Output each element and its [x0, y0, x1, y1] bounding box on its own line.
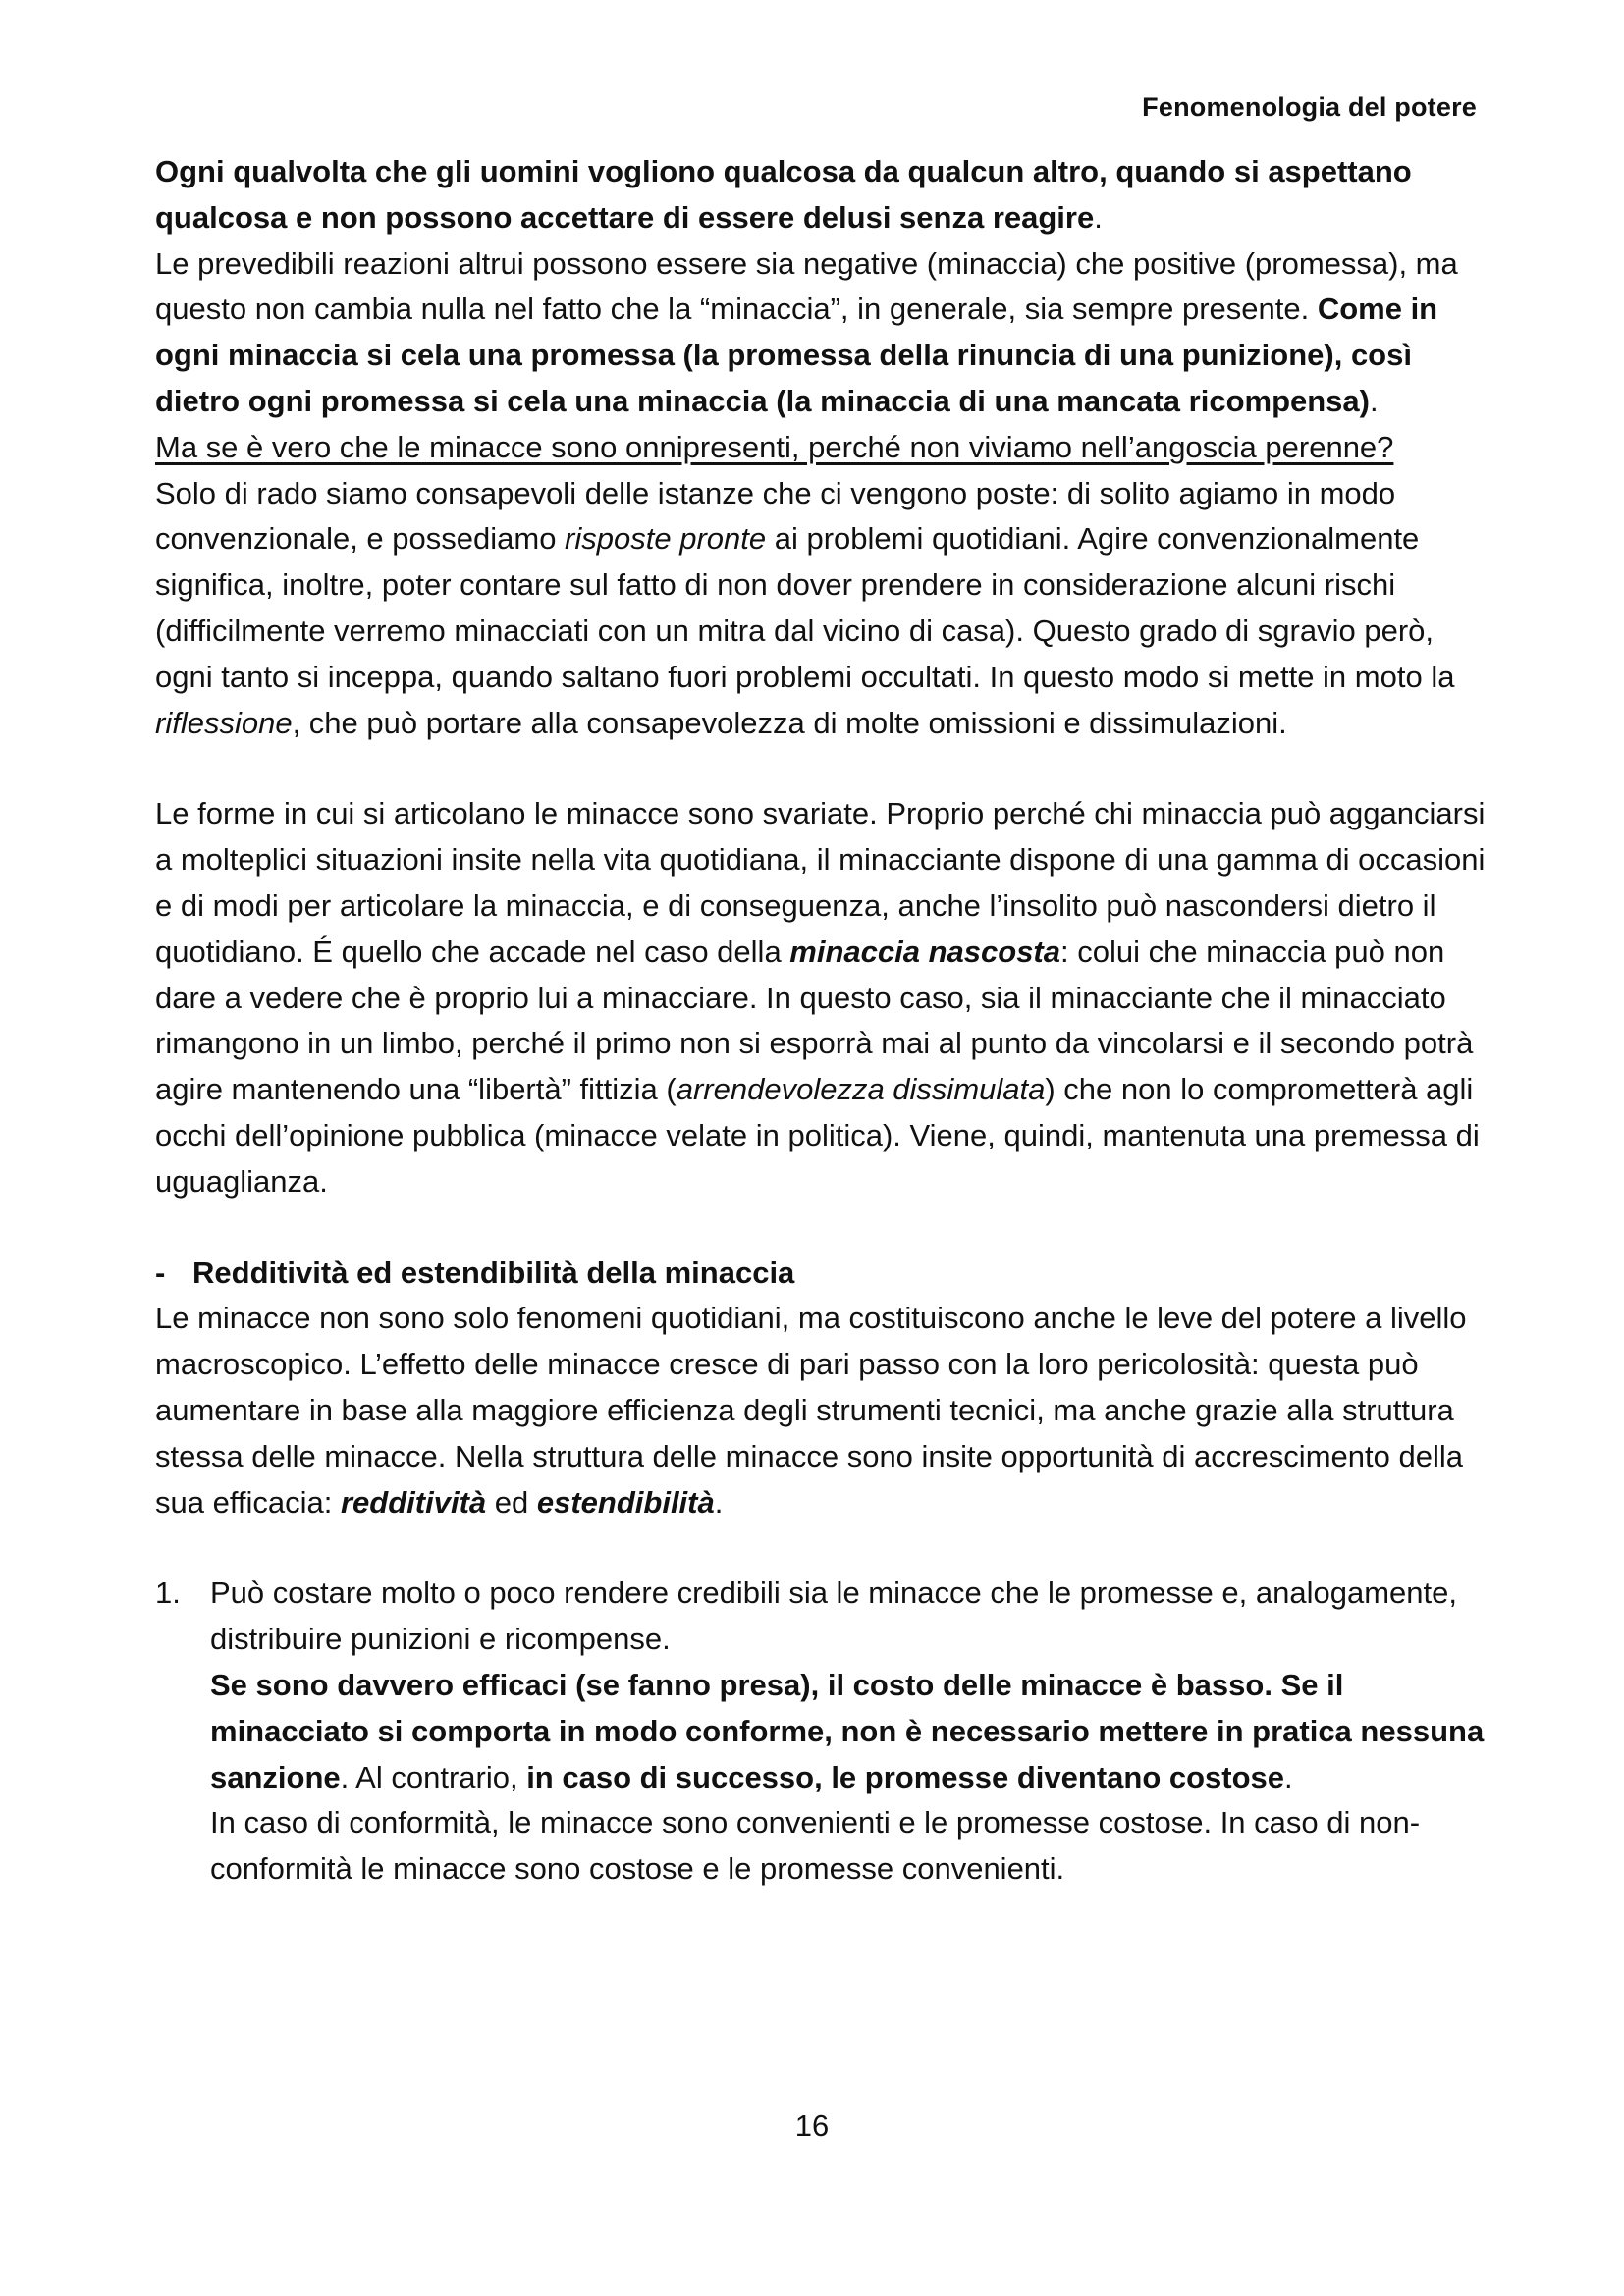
- list-line: In caso di conformità, le minacce sono convenienti e le promesse costose. In caso di non-conformità le minacce sono costose e le promesse convenienti.: [210, 1805, 1421, 1887]
- page-number: 16: [794, 2109, 830, 2143]
- bold-text: Ogni qualvolta che gli uomini vogliono qualcosa da qualcun altro, quando si aspettano qualcosa e non possono accettare di essere delusi senza reagire: [155, 154, 1412, 235]
- bold-text: Come in ogni minaccia si cela una promessa (la promessa della rinuncia di una punizione), così dietro ogni promessa si cela una minaccia (la minaccia di una mancata ricompensa): [155, 292, 1438, 418]
- italic-text: arrendevolezza dissimulata: [676, 1072, 1046, 1107]
- list-item: [155, 1571, 1486, 1893]
- text: ed: [486, 1484, 537, 1520]
- section-heading: [155, 1251, 1486, 1297]
- text: Le forme in cui si articolano le minacce sono svariate. Proprio perché chi minaccia può agganciarsi a molteplici situazioni insite nella vita quotidiana, il minacciante dispone di una gamma di occasioni e di modi per articolare la minaccia, e di conseguenza, anche l’insolito può nascondersi dietro il quotidiano. É quello che accade nel caso della: [155, 796, 1486, 969]
- text: Le minacce non sono solo fenomeni quotidiani, ma costituiscono anche le leve del potere a livello macroscopico. L’effetto delle minacce cresce di pari passo con la loro pericolosità: questa può aumentare in base alla maggiore efficienza degli strumenti tecnici, ma anche grazie alla struttura stessa delle minacce. Nella struttura delle minacce sono insite opportunità di accrescimento della sua efficacia:: [155, 1301, 1467, 1520]
- text: .: [1370, 383, 1379, 418]
- page-body: [155, 149, 1486, 1893]
- bold-italic-text: redditività: [340, 1484, 487, 1520]
- italic-text: risposte pronte: [565, 521, 767, 557]
- text: Solo di rado siamo consapevoli delle istanze che ci vengono poste: di solito agiamo in modo convenzionale, e possediamo: [155, 475, 1396, 557]
- bold-text: Se sono davvero efficaci (se fanno presa), il costo delle minacce è basso. Se il minacciato si comporta in modo conforme, non è necessario mettere in pratica nessuna sanzione: [210, 1667, 1485, 1794]
- text: .: [1094, 199, 1103, 235]
- paragraph-profitability: [155, 1296, 1486, 1525]
- paragraph-intro: [155, 149, 1486, 241]
- text: ) che non lo comprometterà agli occhi dell’opinione pubblica (minacce velate in politica). Viene, quindi, mantenuta una premessa di uguaglianza.: [155, 1072, 1480, 1199]
- paragraph-question: [155, 425, 1486, 471]
- paragraph-threat-promise: [155, 241, 1486, 425]
- list-line: Può costare molto o poco rendere credibili sia le minacce che le promesse e, analogamente, distribuire punizioni e ricompense.: [210, 1575, 1457, 1657]
- text: ai problemi quotidiani. Agire convenzionalmente significa, inoltre, poter contare sul fatto di non dover prendere in considerazione alcuni rischi (difficilmente verremo minacciati con un mitra dal vicino di casa). Questo grado di sgravio però, ogni tanto si inceppa, quando saltano fuori problemi occultati. In questo modo si mette in moto la: [155, 521, 1455, 694]
- section-heading-text: Redditività ed estendibilità della minaccia: [192, 1255, 795, 1290]
- bold-text: in caso di successo, le promesse diventano costose: [526, 1759, 1285, 1794]
- bold-italic-text: estendibilità: [536, 1484, 715, 1520]
- text: Le prevedibili reazioni altrui possono essere sia negative (minaccia) che positive (promessa), ma questo non cambia nulla nel fatto che la “minaccia”, in generale, sia sempre presente.: [155, 245, 1458, 327]
- text: . Al contrario,: [340, 1759, 527, 1794]
- bullet-dash: -: [155, 1255, 166, 1290]
- paragraph-gap: [155, 1205, 1486, 1251]
- paragraph-hidden-threat: [155, 791, 1486, 1204]
- list-number: 1.: [155, 1575, 181, 1611]
- text: .: [1284, 1759, 1293, 1794]
- running-header: Fenomenologia del potere: [1142, 92, 1477, 122]
- italic-text: riflessione: [155, 705, 293, 740]
- text: .: [714, 1484, 724, 1520]
- bold-italic-text: minaccia nascosta: [789, 934, 1060, 969]
- text: : colui che minaccia può non dare a vedere che è proprio lui a minacciare. In questo caso, sia il minacciante che il minacciato rimangono in un limbo, perché il primo non si esporrà mai al punto da vincolarsi e il secondo potrà agire mantenendo una “libertà” fittizia (: [155, 934, 1474, 1107]
- underlined-question: Ma se è vero che le minacce sono onnipresenti, perché non viviamo nell’angoscia perenne?: [155, 429, 1394, 464]
- paragraph-gap: [155, 746, 1486, 791]
- list-item-body: [210, 1571, 1486, 1893]
- paragraph-conventional: [155, 471, 1486, 747]
- text: , che può portare alla consapevolezza di molte omissioni e dissimulazioni.: [292, 705, 1287, 740]
- paragraph-gap: [155, 1525, 1486, 1571]
- list-line: [210, 1663, 1486, 1800]
